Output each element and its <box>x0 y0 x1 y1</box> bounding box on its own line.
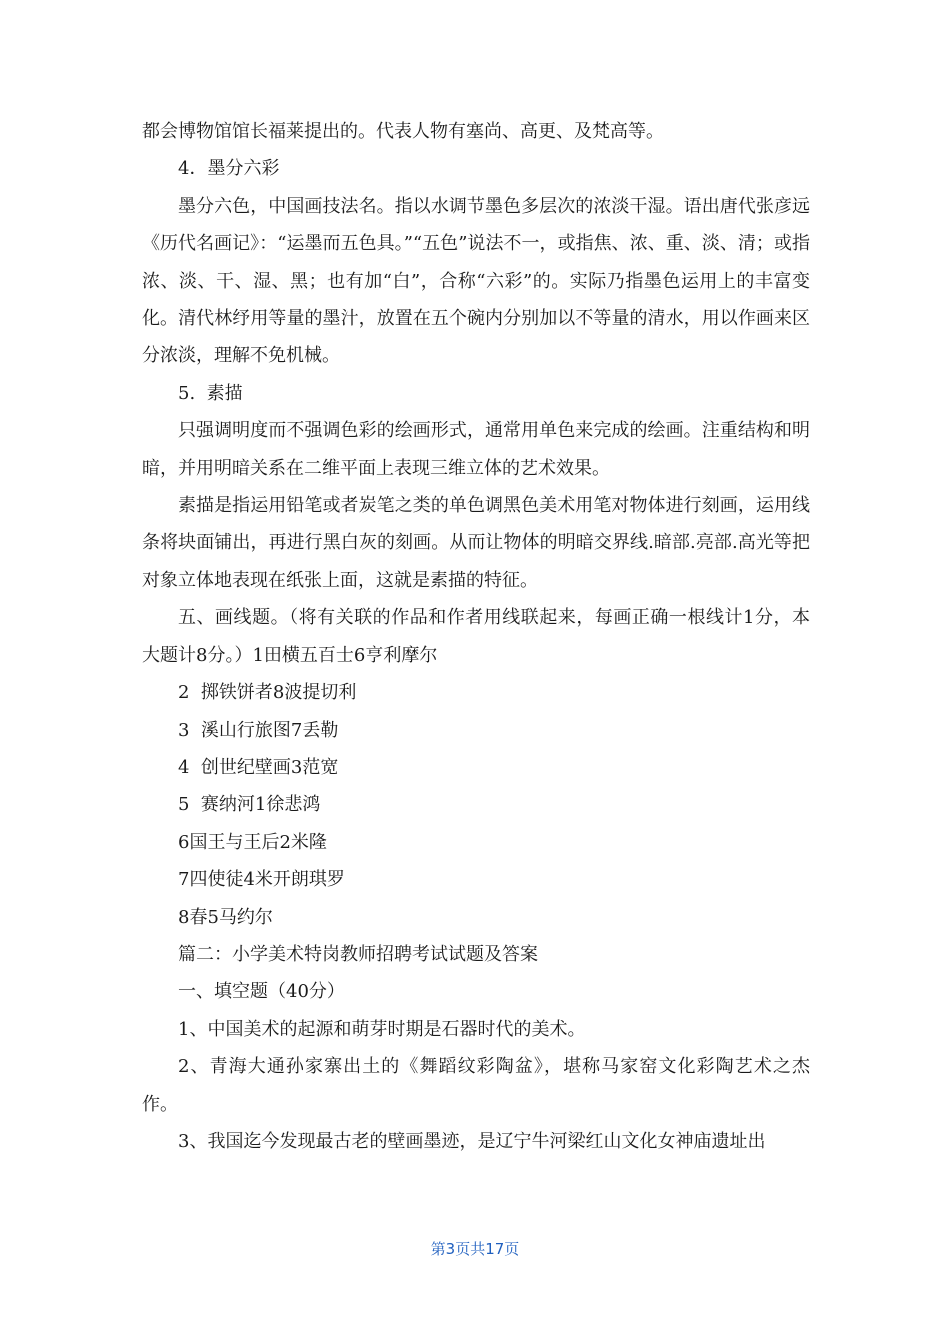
list-item: 4 创世纪壁画3范宽 <box>178 756 339 778</box>
question-item: 2、青海大通孙家寨出土的《舞蹈纹彩陶盆》，堪称马家窑文化彩陶艺术之杰作。 <box>142 1056 810 1115</box>
list-item: 2 掷铁饼者8波提切利 <box>178 682 357 704</box>
paragraph: 素描是指运用铅笔或者炭笔之类的单色调黑色美术用笔对物体进行刻画，运用线条将块面铺出，再进行黑白灰的刻画。从而让物体的明暗交界线.暗部.亮部.高光等把对象立体地表现在纸张上面，这就是素描的特征。 <box>142 495 810 591</box>
section-heading: 5. 素描 <box>178 382 243 404</box>
list-item: 8春5马约尔 <box>178 906 273 928</box>
page-number-footer: 第3页共17页 <box>430 1240 520 1258</box>
paragraph: 都会博物馆馆长福莱提出的。代表人物有塞尚、高更、及梵高等。 <box>142 121 664 142</box>
list-item: 7四使徒4米开朗琪罗 <box>178 869 345 891</box>
question-item: 3、我国迄今发现最古老的壁画墨迹，是辽宁牛河梁红山文化女神庙遗址出 <box>178 1130 766 1152</box>
section-title: 篇二：小学美术特岗教师招聘考试试题及答案 <box>178 943 538 965</box>
question-heading: 一、填空题（40分） <box>178 981 345 1003</box>
paragraph: 墨分六色，中国画技法名。指以水调节墨色多层次的浓淡干湿。语出唐代张彦远《历代名画记》：“运墨而五色具。”“五色”说法不一，或指焦、浓、重、淡、清；或指浓、淡、干、湿、黑；也有加“白”，合称“六彩”的。实际乃指墨色运用上的丰富变化。清代林纾用等量的墨汁，放置在五个碗内分别加以不等量的清水，用以作画来区分浓淡，理解不免机械。 <box>142 195 810 367</box>
document-body <box>142 113 810 1160</box>
question-heading: 五、画线题。（将有关联的作品和作者用线联起来，每画正确一根线计1分，本大题计8分。）1田横五百士6亨利摩尔 <box>142 607 810 666</box>
list-item: 6国王与王后2米隆 <box>178 831 327 853</box>
section-heading: 4．墨分六彩 <box>178 158 280 180</box>
question-item: 1、中国美术的起源和萌芽时期是石器时代的美术。 <box>178 1018 586 1040</box>
list-item: 3 溪山行旅图7丢勒 <box>178 719 339 741</box>
paragraph: 只强调明度而不强调色彩的绘画形式，通常用单色来完成的绘画。注重结构和明暗，并用明暗关系在二维平面上表现三维立体的艺术效果。 <box>142 420 810 479</box>
list-item: 5 赛纳河1徐悲鸿 <box>178 794 321 816</box>
